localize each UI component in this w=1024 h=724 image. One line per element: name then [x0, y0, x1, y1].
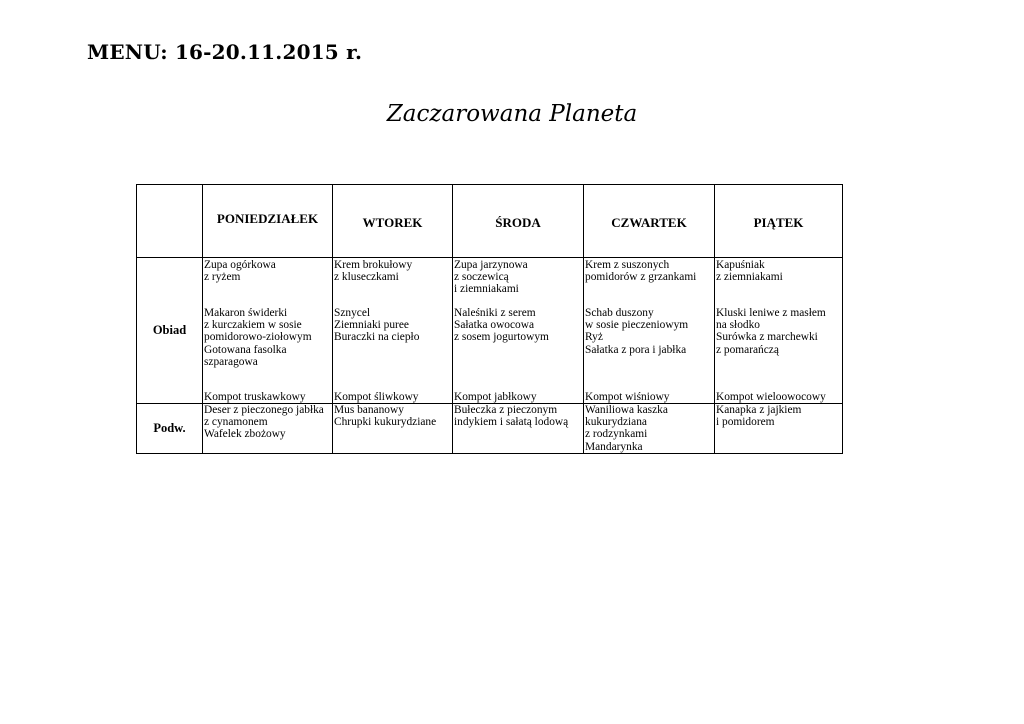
soup-text: Kapuśniak z ziemniakami: [716, 259, 783, 284]
obiad-cell-wednesday: [453, 258, 584, 404]
group-name-title: Zaczarowana Planeta: [386, 101, 638, 127]
row-label-podw: Podw.: [137, 404, 203, 454]
drink-text: Kompot wiśniowy: [585, 390, 670, 403]
day-header-monday: PONIEDZIAŁEK: [203, 185, 333, 258]
main-dish-text: Makaron świderki z kurczakiem w sosie pomidorowo-ziołowym Gotowana fasolka szparagowa: [204, 307, 312, 368]
table-row-podw: [137, 404, 843, 454]
main-dish-text: Sznycel Ziemniaki puree Buraczki na ciepło: [334, 307, 420, 344]
drink-text: Kompot truskawkowy: [204, 390, 306, 403]
drink-text: Kompot wieloowocowy: [716, 390, 826, 403]
soup-text: Krem brokułowy z kluseczkami: [334, 259, 413, 284]
table-row-obiad: [137, 258, 843, 404]
obiad-cell-thursday: [584, 258, 715, 404]
obiad-cell-tuesday: [333, 258, 453, 404]
soup-text: Zupa jarzynowa z soczewicą i ziemniakami: [454, 259, 528, 296]
menu-table: [136, 184, 843, 454]
day-header-wednesday: ŚRODA: [453, 185, 584, 258]
menu-title: MENU: 16-20.11.2015 r.: [87, 40, 363, 64]
podw-cell-thursday: Waniliowa kaszka kukurydziana z rodzynkami Mandarynka: [584, 404, 715, 454]
day-header-tuesday: WTOREK: [333, 185, 453, 258]
main-dish-text: Kluski leniwe z masłem na słodko Surówka z marchewki z pomarańczą: [716, 307, 826, 356]
podw-cell-tuesday: Mus bananowy Chrupki kukurydziane: [333, 404, 453, 454]
soup-text: Zupa ogórkowa z ryżem: [204, 259, 276, 284]
obiad-cell-monday: [203, 258, 333, 404]
obiad-cell-friday: [715, 258, 843, 404]
table-header-row: [137, 185, 843, 258]
podw-cell-monday: Deser z pieczonego jabłka z cynamonem Wafelek zbożowy: [203, 404, 333, 454]
row-label-obiad: Obiad: [137, 258, 203, 404]
day-header-thursday: CZWARTEK: [584, 185, 715, 258]
main-dish-text: Naleśniki z serem Sałatka owocowa z sosem jogurtowym: [454, 307, 549, 344]
day-header-friday: PIĄTEK: [715, 185, 843, 258]
main-dish-text: Schab duszony w sosie pieczeniowym Ryż Sałatka z pora i jabłka: [585, 307, 689, 356]
header-empty-cell: [137, 185, 203, 258]
podw-cell-wednesday: Bułeczka z pieczonym indykiem i sałatą lodową: [453, 404, 584, 454]
podw-cell-friday: Kanapka z jajkiem i pomidorem: [715, 404, 843, 454]
drink-text: Kompot jabłkowy: [454, 390, 537, 403]
drink-text: Kompot śliwkowy: [334, 390, 419, 403]
soup-text: Krem z suszonych pomidorów z grzankami: [585, 259, 697, 284]
